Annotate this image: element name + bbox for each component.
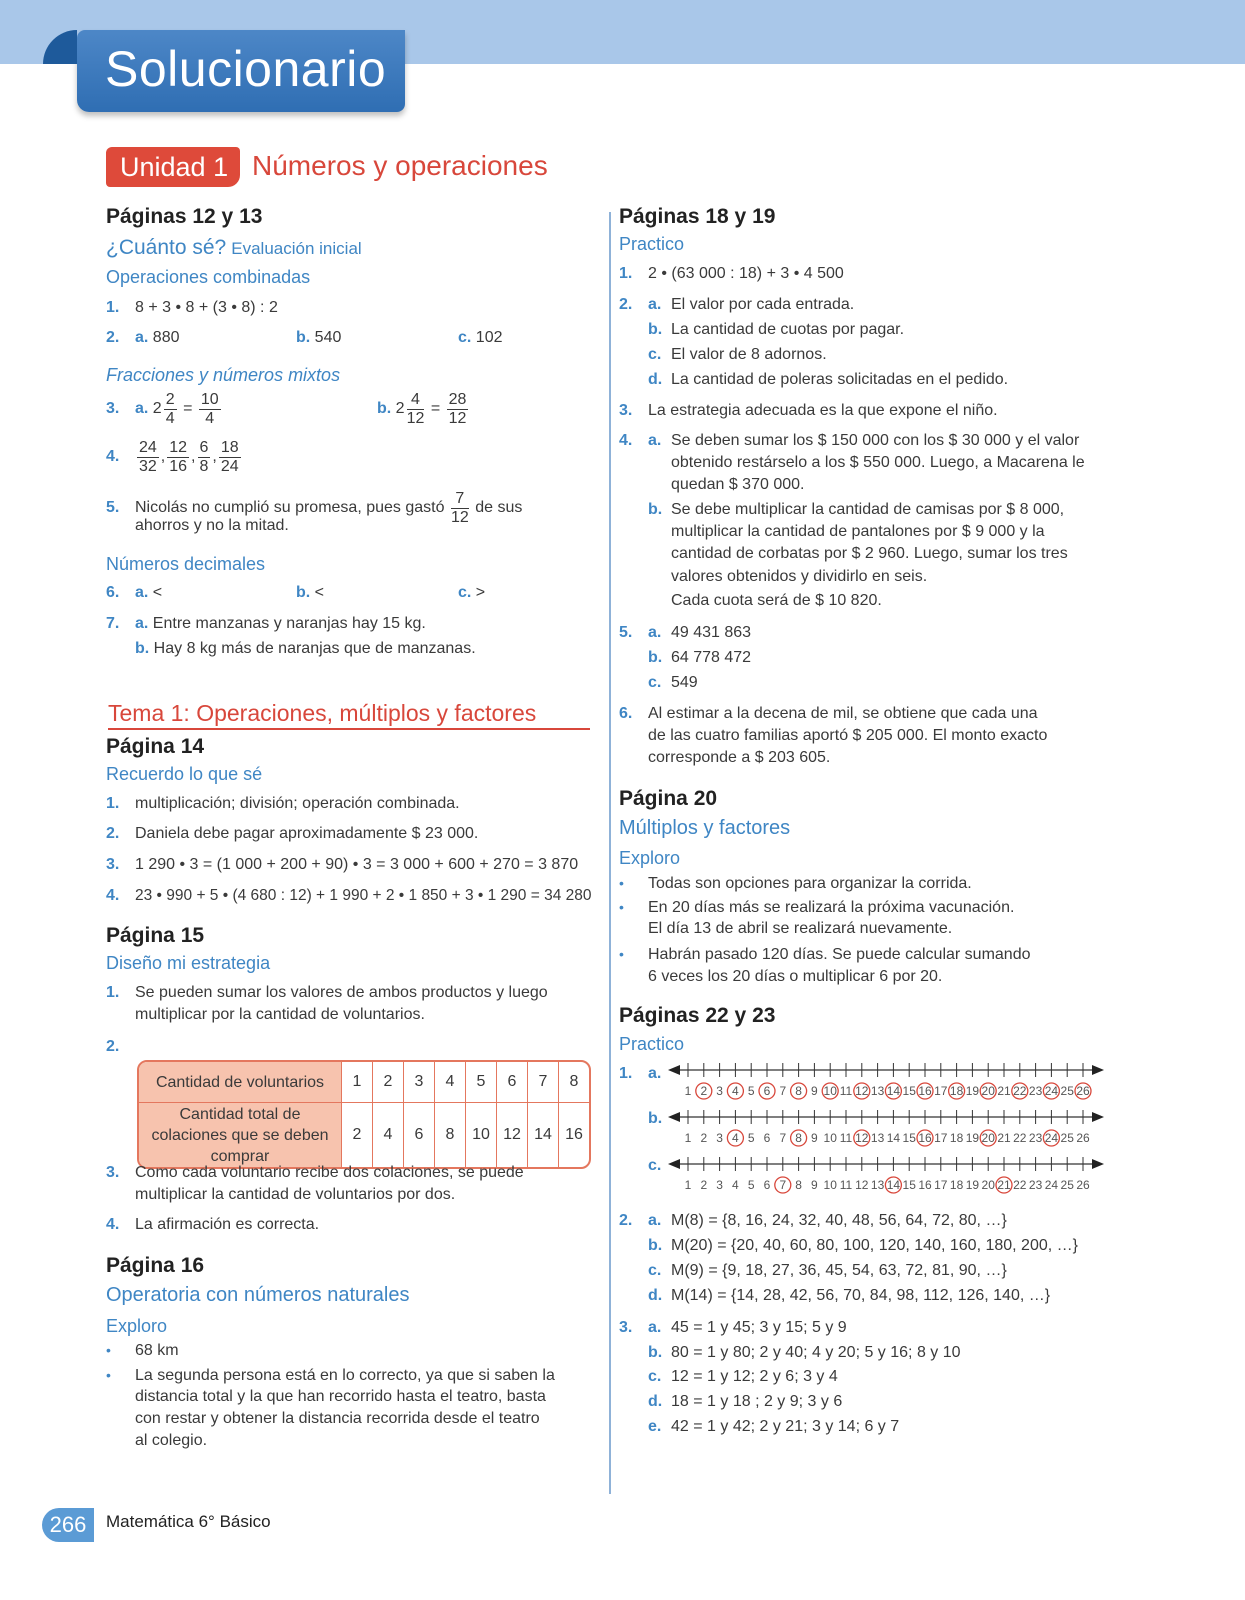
arrow-right-icon [1092,1159,1104,1169]
list-item: 3. Como cada voluntario recibe dos colaciones, se puede [106,1164,524,1181]
tick-label: 12 [855,1131,869,1145]
tick-label: 4 [732,1131,739,1145]
arrow-left-icon [668,1112,680,1122]
arrow-right-icon [1092,1112,1104,1122]
list-item-cont: multiplicar la cantidad de voluntarios por dos. [135,1186,456,1203]
list-item: 3. a. 2 $\frac{2}{4}$ = $\frac{10}{4}$ [106,391,219,427]
number-line [668,1063,1104,1099]
list-item: b. 64 778 472 [648,649,752,666]
subheading-multiplos: Múltiplos y factores [619,817,791,839]
bullet-item-cont: con restar y obtener la distancia recorrida desde el teatro [135,1410,540,1427]
list-item: 2. Daniela debe pagar aproximadamente $ 23 000. [106,825,479,842]
list-item: 5. Nicolás no cumplió su promesa, pues gastó $\frac{7}{12}$ de sus [106,490,523,526]
tick-label: 13 [870,1178,885,1192]
fraction: $\frac{28}{12}$ [448,391,467,427]
tick-label: 21 [997,1178,1011,1192]
tick-label: 2 [700,1084,708,1098]
bullet-item-cont: al colegio. [135,1432,208,1449]
tick-label: 25 [1060,1084,1074,1098]
tick-label: 5 [747,1178,755,1192]
tick-label: 1 [684,1131,692,1145]
list-item-cont: Cada cuota será de $ 10 820. [671,592,882,609]
tick-label: 25 [1060,1131,1074,1145]
tick-label: 14 [886,1084,901,1098]
arrow-left-icon [668,1065,680,1075]
tick-label: 1 [684,1178,692,1192]
tick-label: 9 [811,1084,818,1098]
list-item-cont: multiplicar la cantidad de pantalones por $ 9 000 y la [671,523,1045,540]
tick-label: 6 [763,1084,771,1098]
list-item-cont: valores obtenidos y dividirlo en seis. [671,568,928,585]
fraction: $\frac{2}{4}$ [165,391,175,427]
tick-label: 3 [716,1084,723,1098]
list-item: d. M(14) = {14, 28, 42, 56, 70, 84, 98, 112, 126, 140, …} [648,1287,1051,1304]
tick-label: 17 [934,1131,948,1145]
unit-badge: Unidad 1 [106,147,240,187]
tick-label: 2 [700,1178,708,1192]
list-item-cont: quedan $ 370 000. [671,476,805,493]
tick-label: 22 [1013,1178,1027,1192]
list-item: 2. a. 880 [106,329,180,346]
tick-label: 17 [934,1084,948,1098]
tick-label: 17 [934,1178,948,1192]
list-item: 7. a. Entre manzanas y naranjas hay 15 kg. [106,615,426,632]
heading-p15: Página 15 [106,924,205,947]
tick-label: 11 [839,1178,853,1192]
heading-p16: Página 16 [106,1254,205,1277]
tick-label: 9 [811,1131,818,1145]
tick-label: 3 [716,1131,723,1145]
list-item: c. M(9) = {9, 18, 27, 36, 45, 54, 63, 72, 81, 90, …} [648,1262,1007,1279]
tick-label: 10 [823,1131,837,1145]
tick-label: 23 [1028,1084,1043,1098]
list-item: c. 549 [648,674,698,691]
subheading-diseno: Diseño mi estrategia [106,953,271,973]
list-item: d. La cantidad de poleras solicitadas en el pedido. [648,371,1009,388]
subheading-exploro: Exploro [106,1316,168,1336]
list-item: 1. Se pueden sumar los valores de ambos productos y luego [106,984,548,1001]
tick-label: 19 [965,1178,980,1192]
tick-label: 24 [1044,1084,1059,1098]
tema-title: Tema 1: Operaciones, múltiplos y factores [108,700,537,726]
tick-label: 24 [1044,1131,1059,1145]
fraction: $\frac{10}{4}$ [200,391,219,427]
heading-p22: Páginas 22 y 23 [619,1004,776,1027]
tick-label: 23 [1028,1178,1043,1192]
list-item: b. 540 [296,329,342,346]
tema-underline [108,728,590,730]
subheading-operatoria: Operatoria con números naturales [106,1284,410,1306]
page-number: 266 [42,1508,94,1542]
table-header: Cantidad de voluntarios [139,1062,342,1103]
list-item: 4. $\frac{24}{32}$ , $\frac{12}{16}$ , $\frac{6}{8}$ , $\frac{18}{24}$ [106,439,239,475]
list-item: 1. 8 + 3 • 8 + (3 • 8) : 2 [106,299,278,316]
tick-label: 14 [886,1131,901,1145]
subheading-operaciones: Operaciones combinadas [106,267,311,287]
tick-label: 25 [1060,1178,1074,1192]
subheading-practico: Practico [619,1034,685,1054]
arrow-right-icon [1092,1065,1104,1075]
tick-label: 18 [949,1131,964,1145]
tick-label: 2 [700,1131,708,1145]
tick-label: 8 [795,1131,802,1145]
tick-label: 6 [763,1131,771,1145]
list-item-cont: corresponde a $ 203 605. [648,749,831,766]
tick-label: 7 [779,1131,787,1145]
tick-label: 26 [1076,1178,1090,1192]
tick-label: 11 [839,1084,853,1098]
list-item: 2. a. M(8) = {8, 16, 24, 32, 40, 48, 56, 64, 72, 80, …} [619,1212,1007,1229]
tick-label: 26 [1076,1084,1090,1098]
tick-label: 5 [747,1084,755,1098]
unit-title: Números y operaciones [252,150,548,181]
list-item: 1. 2 • (63 000 : 18) + 3 • 4 500 [619,265,844,282]
numberline-letter-a: a. [648,1065,662,1082]
tick-label: 10 [823,1178,837,1192]
tick-label: 16 [918,1131,932,1145]
tick-label: 14 [886,1178,901,1192]
bullet-item: • Todas son opciones para organizar la corrida. [619,875,972,892]
list-item: 4. 23 • 990 + 5 • (4 680 : 12) + 1 990 + 2 • 1 850 + 3 • 1 290 = 34 280 [106,887,592,904]
list-item: b. M(20) = {20, 40, 60, 80, 100, 120, 140, 160, 180, 200, …} [648,1237,1078,1254]
tick-label: 21 [997,1131,1011,1145]
tick-label: 10 [823,1084,837,1098]
list-item-cont: multiplicar por la cantidad de voluntarios. [135,1006,425,1023]
page-title: Solucionario [105,41,387,97]
list-item-cont: obtenido restárselo a los $ 550 000. Luego, a Macarena le [671,454,1085,471]
fraction: $\frac{7}{12}$ [450,490,469,526]
tick-label: 23 [1028,1131,1043,1145]
table-header: Cantidad total de colaciones que se deben comprar [139,1103,342,1167]
tick-label: 15 [902,1084,916,1098]
bullet-item-cont: El día 13 de abril se realizará nuevamente. [648,920,953,937]
tick-label: 6 [763,1178,771,1192]
heading-p14: Página 14 [106,735,205,758]
bullet-item-cont: 6 veces los 20 días o multiplicar 6 por 20. [648,968,943,985]
tick-label: 8 [795,1178,802,1192]
subheading-fracciones: Fracciones y números mixtos [106,365,341,385]
tick-label: 20 [981,1178,995,1192]
heading-p20: Página 20 [619,787,718,810]
table-row: Cantidad de voluntarios 1 2 3 4 5 6 7 8 [139,1062,589,1103]
list-number: 1. [619,1065,633,1082]
heading-p12: Páginas 12 y 13 [106,205,263,228]
list-item: 4. La afirmación es correcta. [106,1216,320,1233]
list-number: 2. [106,1038,120,1055]
list-item-cont: ahorros y no la mitad. [135,517,289,534]
tick-label: 4 [732,1084,739,1098]
bullet-item: • La segunda persona está en lo correcto, ya que si saben la [106,1367,555,1384]
list-item: c. El valor de 8 adornos. [648,346,827,363]
subheading-decimales: Números decimales [106,554,266,574]
tick-label: 13 [870,1131,885,1145]
list-item: 5. a. 49 431 863 [619,624,752,641]
arrow-left-icon [668,1159,680,1169]
tick-label: 16 [918,1084,932,1098]
subheading-cuanto-se [106,236,362,260]
list-item: c. > [458,584,486,601]
voluntarios-table [137,1060,591,1169]
list-item-cont: de las cuatro familias aportó $ 205 000. El monto exacto [648,727,1048,744]
list-item: 4. a. Se deben sumar los $ 150 000 con los $ 30 000 y el valor [619,432,1080,449]
tick-label: 24 [1044,1178,1059,1192]
list-item: 6. a. < [106,584,163,601]
tick-label: 12 [855,1178,869,1192]
tick-label: 19 [965,1084,980,1098]
list-item: b. < [296,584,325,601]
tick-label: 20 [981,1084,995,1098]
list-item: c. 102 [458,329,503,346]
subheading-recuerdo: Recuerdo lo que sé [106,764,263,784]
tick-label: 22 [1013,1084,1027,1098]
tick-label: 3 [716,1178,723,1192]
tick-label: 13 [870,1084,885,1098]
tick-label: 18 [949,1178,964,1192]
fraction: $\frac{12}{16}$ [169,439,188,475]
list-item: 3. 1 290 • 3 = (1 000 + 200 + 90) • 3 = 3 000 + 600 + 270 = 3 870 [106,856,579,873]
list-item: b. Hay 8 kg más de naranjas que de manzanas. [135,640,476,657]
list-item: b. Se debe multiplicar la cantidad de camisas por $ 8 000, [648,501,1065,518]
list-item-cont: cantidad de corbatas por $ 2 960. Luego, sumar los tres [671,545,1068,562]
fraction: $\frac{18}{24}$ [220,439,239,475]
tick-label: 4 [732,1178,739,1192]
tick-label: 20 [981,1131,995,1145]
list-item: b. La cantidad de cuotas por pagar. [648,321,905,338]
table-row: Cantidad total de colaciones que se deben comprar 2 4 6 8 10 12 14 16 [139,1103,589,1167]
tick-label: 7 [779,1178,787,1192]
list-item: e. 42 = 1 y 42; 2 y 21; 3 y 14; 6 y 7 [648,1418,900,1435]
tick-label: 15 [902,1131,916,1145]
numberline-letter-b: b. [648,1110,663,1127]
title-tab [77,30,405,112]
list-item: 2. a. El valor por cada entrada. [619,296,855,313]
tick-label: 15 [902,1178,916,1192]
list-item: d. 18 = 1 y 18 ; 2 y 9; 3 y 6 [648,1393,843,1410]
column-divider [609,212,611,1494]
tick-label: 5 [747,1131,755,1145]
number-lines [668,1058,1118,1204]
list-item: 1. multiplicación; división; operación combinada. [106,795,460,812]
tick-label: 16 [918,1178,932,1192]
bullet-item: • 68 km [106,1342,179,1359]
bullet-item: • En 20 días más se realizará la próxima vacunación. [619,899,1015,916]
tick-label: 12 [855,1084,869,1098]
list-item: 3. a. 45 = 1 y 45; 3 y 15; 5 y 9 [619,1319,847,1336]
cuanto-se-label: ¿Cuánto sé? [106,236,227,259]
footer-text: Matemática 6° Básico [106,1512,271,1531]
numberline-letter-c: c. [648,1157,662,1174]
tick-label: 19 [965,1131,980,1145]
tick-label: 22 [1013,1131,1027,1145]
tick-label: 11 [839,1131,853,1145]
evaluacion-inicial-label: Evaluación inicial [231,239,362,258]
number-line [668,1110,1104,1146]
tick-label: 7 [779,1084,787,1098]
list-item: c. 12 = 1 y 12; 2 y 6; 3 y 4 [648,1368,838,1385]
fraction: $\frac{6}{8}$ [199,439,209,475]
bullet-item-cont: distancia total y la que han recorrido hasta el teatro, basta [135,1388,546,1405]
tick-label: 1 [684,1084,692,1098]
fraction: $\frac{24}{32}$ [139,439,157,475]
list-item: 3. La estrategia adecuada es la que expone el niño. [619,402,998,419]
subheading-exploro: Exploro [619,848,681,868]
heading-p18: Páginas 18 y 19 [619,205,776,228]
subheading-practico: Practico [619,234,685,254]
tick-label: 18 [949,1084,964,1098]
tick-label: 8 [795,1084,802,1098]
tick-label: 21 [997,1084,1011,1098]
list-item: 6. Al estimar a la decena de mil, se obtiene que cada una [619,705,1038,722]
number-line [668,1157,1104,1193]
bullet-item: • Habrán pasado 120 días. Se puede calcular sumando [619,946,1031,963]
tick-label: 9 [811,1178,818,1192]
tick-label: 26 [1076,1131,1090,1145]
fraction: $\frac{4}{12}$ [406,391,425,427]
list-item: b. 80 = 1 y 80; 2 y 40; 4 y 20; 5 y 16; 8 y 10 [648,1344,961,1361]
list-item: b. 2 $\frac{4}{12}$ = $\frac{28}{12}$ [377,391,467,427]
